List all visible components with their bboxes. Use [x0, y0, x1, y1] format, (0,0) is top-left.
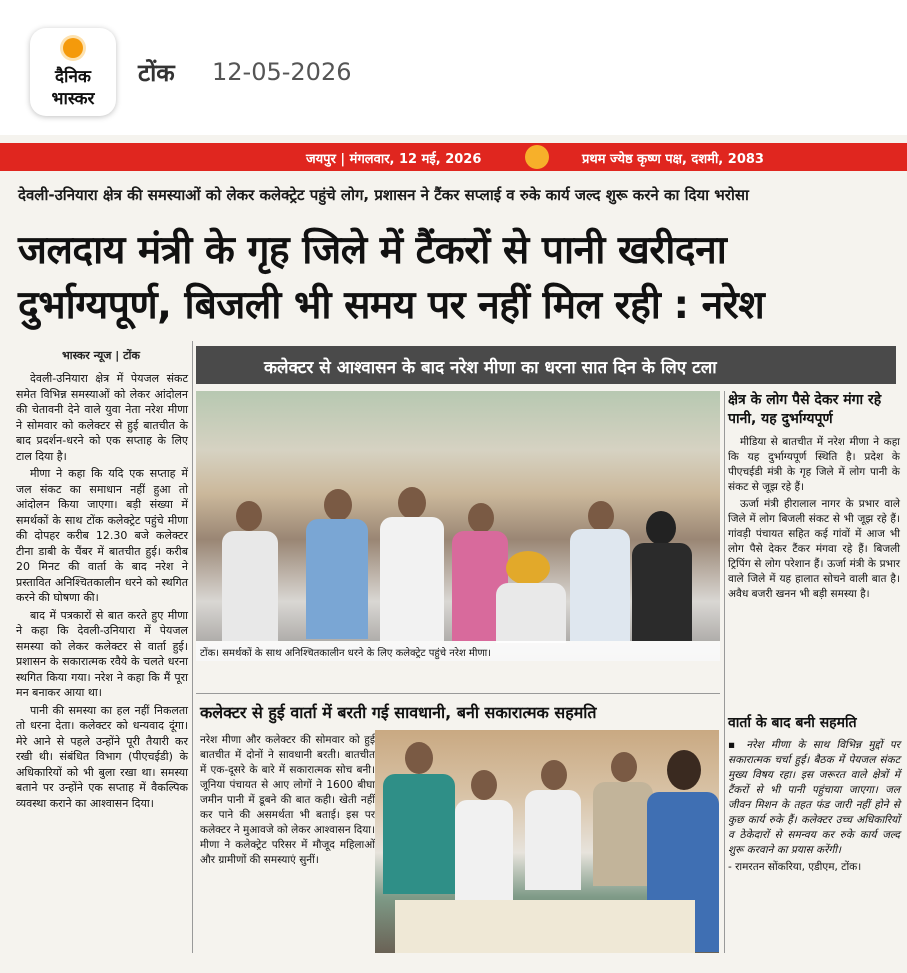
photo-person: [525, 790, 581, 890]
left-paragraph: मीणा ने कहा कि यदि एक सप्ताह में जल संकट का समाधान नहीं हुआ तो आंदोलन किया जाएगा। बड़ी संख्या में समर्थकों के साथ टोंक कलेक्ट्रेट पहुंचे मीणा की दोपहर करीब 12.30 बजे कलेक्टर टीना डाबी के चैंबर में बातचीत हुई। करीब 20 मिनट की वार्ता के बाद नरेश ने प्रस्तावित अनिश्चितकालीन धरने को स्थगित करने की घोषणा की।: [16, 467, 188, 604]
left-paragraph: देवली-उनियारा क्षेत्र में पेयजल संकट समेत विभिन्न समस्याओं को लेकर आंदोलन की चेतावनी देने वाले युवा नेता नरेश मीणा ने सोमवार को कलेक्टर से हुई बातचीत के बाद प्रदर्शन-धरने को एक सप्ताह के लिए टाल दिया है।: [16, 372, 188, 463]
photo-person: [306, 519, 368, 639]
left-column: [16, 371, 188, 813]
photo-person: [646, 511, 676, 545]
right-column: [728, 391, 900, 604]
headline-line2: दुर्भाग्यपूर्ण, बिजली भी समय पर नहीं मिल रही : नरेश: [18, 283, 765, 328]
photo-person: [471, 770, 497, 800]
photo-person: [222, 531, 278, 641]
photo-person: [496, 583, 566, 643]
right-paragraph: ऊर्जा मंत्री हीरालाल नागर के प्रभार वाले जिले में लोग बिजली संकट से भी जूझ रहे हैं। गांवड़ी पंचायत सहित कई गांवों में आज भी लोग पैसे देकर टैंकर मंगवा रहे हैं। बिजली ट्रिपिंग से लोग परेशान हैं। ऊर्जा मंत्री के प्रभार वाले जिले में यह हालात सोचने वाली बात है। अवैध बजरी खनन भी बड़ी समस्या है।: [728, 498, 900, 600]
story-byline: भास्कर न्यूज | टोंक: [62, 349, 140, 362]
quote-signature: - रामरतन सोंकरिया, एडीएम, टोंक।: [728, 861, 862, 873]
meeting-text: नरेश मीणा और कलेक्टर की सोमवार को हुई बातचीत में दोनों ने सावधानी बरती। बातचीत में एक-दूसरे के बारे में सकारात्मक सोच बनी। जूनिया पंचायत से आए लोगों ने 1600 बीघा जमीन पानी में डूबने की बात कही। खेती नहीं कर पाने की असमर्थता भी बताई। इस पर कलेक्टर ने मुआवजे को लेकर आश्वासन दिया। मीणा ने कलेक्ट्रेट परिसर में मौजूद महिलाओं और ग्रामीणों की समस्याएं सुनीं।: [200, 734, 376, 866]
quote-heading: वार्ता के बाद बनी सहमति: [728, 715, 857, 731]
left-paragraph: बाद में पत्रकारों से बात करते हुए मीणा ने कहा कि देवली-उनियारा में पेयजल समस्या को लेकर कलेक्टर से वार्ता हुई। प्रशासन के सकारात्मक रवैये के चलते धरना स्थगित किया गया। नरेश ने कहा कि मैं पूरा मन बनाकर आया था।: [16, 608, 188, 699]
logo-line2: भास्कर: [51, 89, 95, 109]
right-paragraph: मीडिया से बातचीत में नरेश मीणा ने कहा कि यह दुर्भाग्यपूर्ण स्थिति है। प्रदेश के पीएचईडी मंत्री के गृह जिले में लोग पानी के संकट से जूझ रहे हैं।: [728, 436, 900, 493]
quote-text: ▪ नरेश मीणा के साथ विभिन्न मुद्दों पर सकारात्मक चर्चा हुई। बैठक में पेयजल संकट मुख्य विषय रहा। इस जरूरत वाले क्षेत्रों में टैंकरों से भी पानी पहुंचाया जाएगा। जल जीवन मिशन के तहत फंड जारी नहीं होने से कुछ कार्य रुके हैं। कलेक्टर उच्च अधिकारियों व ठेकेदारों से समन्वय कर रुके कार्य जल्द शुरू करवाने का प्रयास करेंगी।: [728, 739, 900, 856]
photo-person: [667, 750, 701, 790]
masthead-panchang: प्रथम ज्येष्ठ कृष्ण पक्ष, दशमी, 2083: [582, 152, 764, 167]
sub-headline-band: कलेक्टर से आश्वासन के बाद नरेश मीणा का धरना सात दिन के लिए टला: [196, 346, 896, 384]
app-header: [0, 0, 907, 135]
story-kicker: देवली-उनियारा क्षेत्र की समस्याओं को लेकर कलेक्ट्रेट पहुंचे लोग, प्रशासन ने टैंकर सप्लाई व रुके कार्य जल्द शुरू करने का दिया भरोसा: [18, 186, 749, 204]
photo-person: [380, 517, 444, 641]
right-column-text: [728, 435, 900, 602]
left-paragraph: पानी की समस्या का हल नहीं निकलता तो धरना देता। कलेक्टर को धन्यवाद दूंगा। मेरे आने से पहले उन्होंने पूरी तैयारी कर रखी थी। संबंधित विभाग (पीएचईडी) के अधिकारियों को भी बुला रखा था। समस्या बताने पर उन्होंने एक सप्ताह में वैकल्पिक व्यवस्था कराने का आश्वासन दिया।: [16, 703, 188, 810]
right-column-heading: क्षेत्र के लोग पैसे देकर मंगा रहे पानी, यह दुर्भाग्यपूर्ण: [728, 392, 882, 427]
story-headline: [18, 223, 898, 333]
photo-person: [405, 742, 433, 774]
meeting-photo[interactable]: [375, 730, 719, 953]
photo-caption: टोंक। समर्थकों के साथ अनिश्चितकालीन धरने के लिए कलेक्ट्रेट पहुंचे नरेश मीणा।: [196, 641, 720, 661]
section-divider: [196, 693, 720, 694]
column-divider: [724, 391, 725, 953]
photo-desk: [395, 900, 695, 953]
photo-person: [455, 800, 513, 900]
column-divider: [192, 341, 193, 953]
masthead-date: जयपुर | मंगलवार, 12 मई, 2026: [306, 152, 482, 167]
masthead-sun-icon: [525, 145, 549, 169]
photo-person: [593, 782, 653, 886]
dainik-bhaskar-logo[interactable]: [30, 28, 116, 116]
epaper-clipping: [0, 135, 907, 973]
photo-person: [468, 503, 494, 533]
photo-person: [611, 752, 637, 782]
photo-person: [570, 529, 630, 641]
headline-line1: जलदाय मंत्री के गृह जिले में टैंकरों से पानी खरीदना: [18, 228, 727, 273]
protest-photo[interactable]: [196, 391, 720, 661]
photo-person: [541, 760, 567, 790]
meeting-sub-heading: कलेक्टर से हुई वार्ता में बरती गई सावधानी, बनी सकारात्मक सहमति: [200, 703, 597, 722]
photo-person: [506, 551, 550, 585]
photo-person: [236, 501, 262, 531]
photo-person: [398, 487, 426, 519]
edition-date[interactable]: 12-05-2026: [212, 58, 352, 86]
masthead-band: [0, 143, 907, 171]
photo-person: [324, 489, 352, 521]
logo-line1: दैनिक: [55, 67, 91, 87]
edition-city[interactable]: टोंक: [138, 59, 175, 87]
photo-person: [632, 543, 692, 641]
photo-person: [383, 774, 455, 894]
official-quote-box: [728, 713, 900, 875]
photo-person: [588, 501, 614, 531]
sun-icon: [63, 38, 83, 58]
